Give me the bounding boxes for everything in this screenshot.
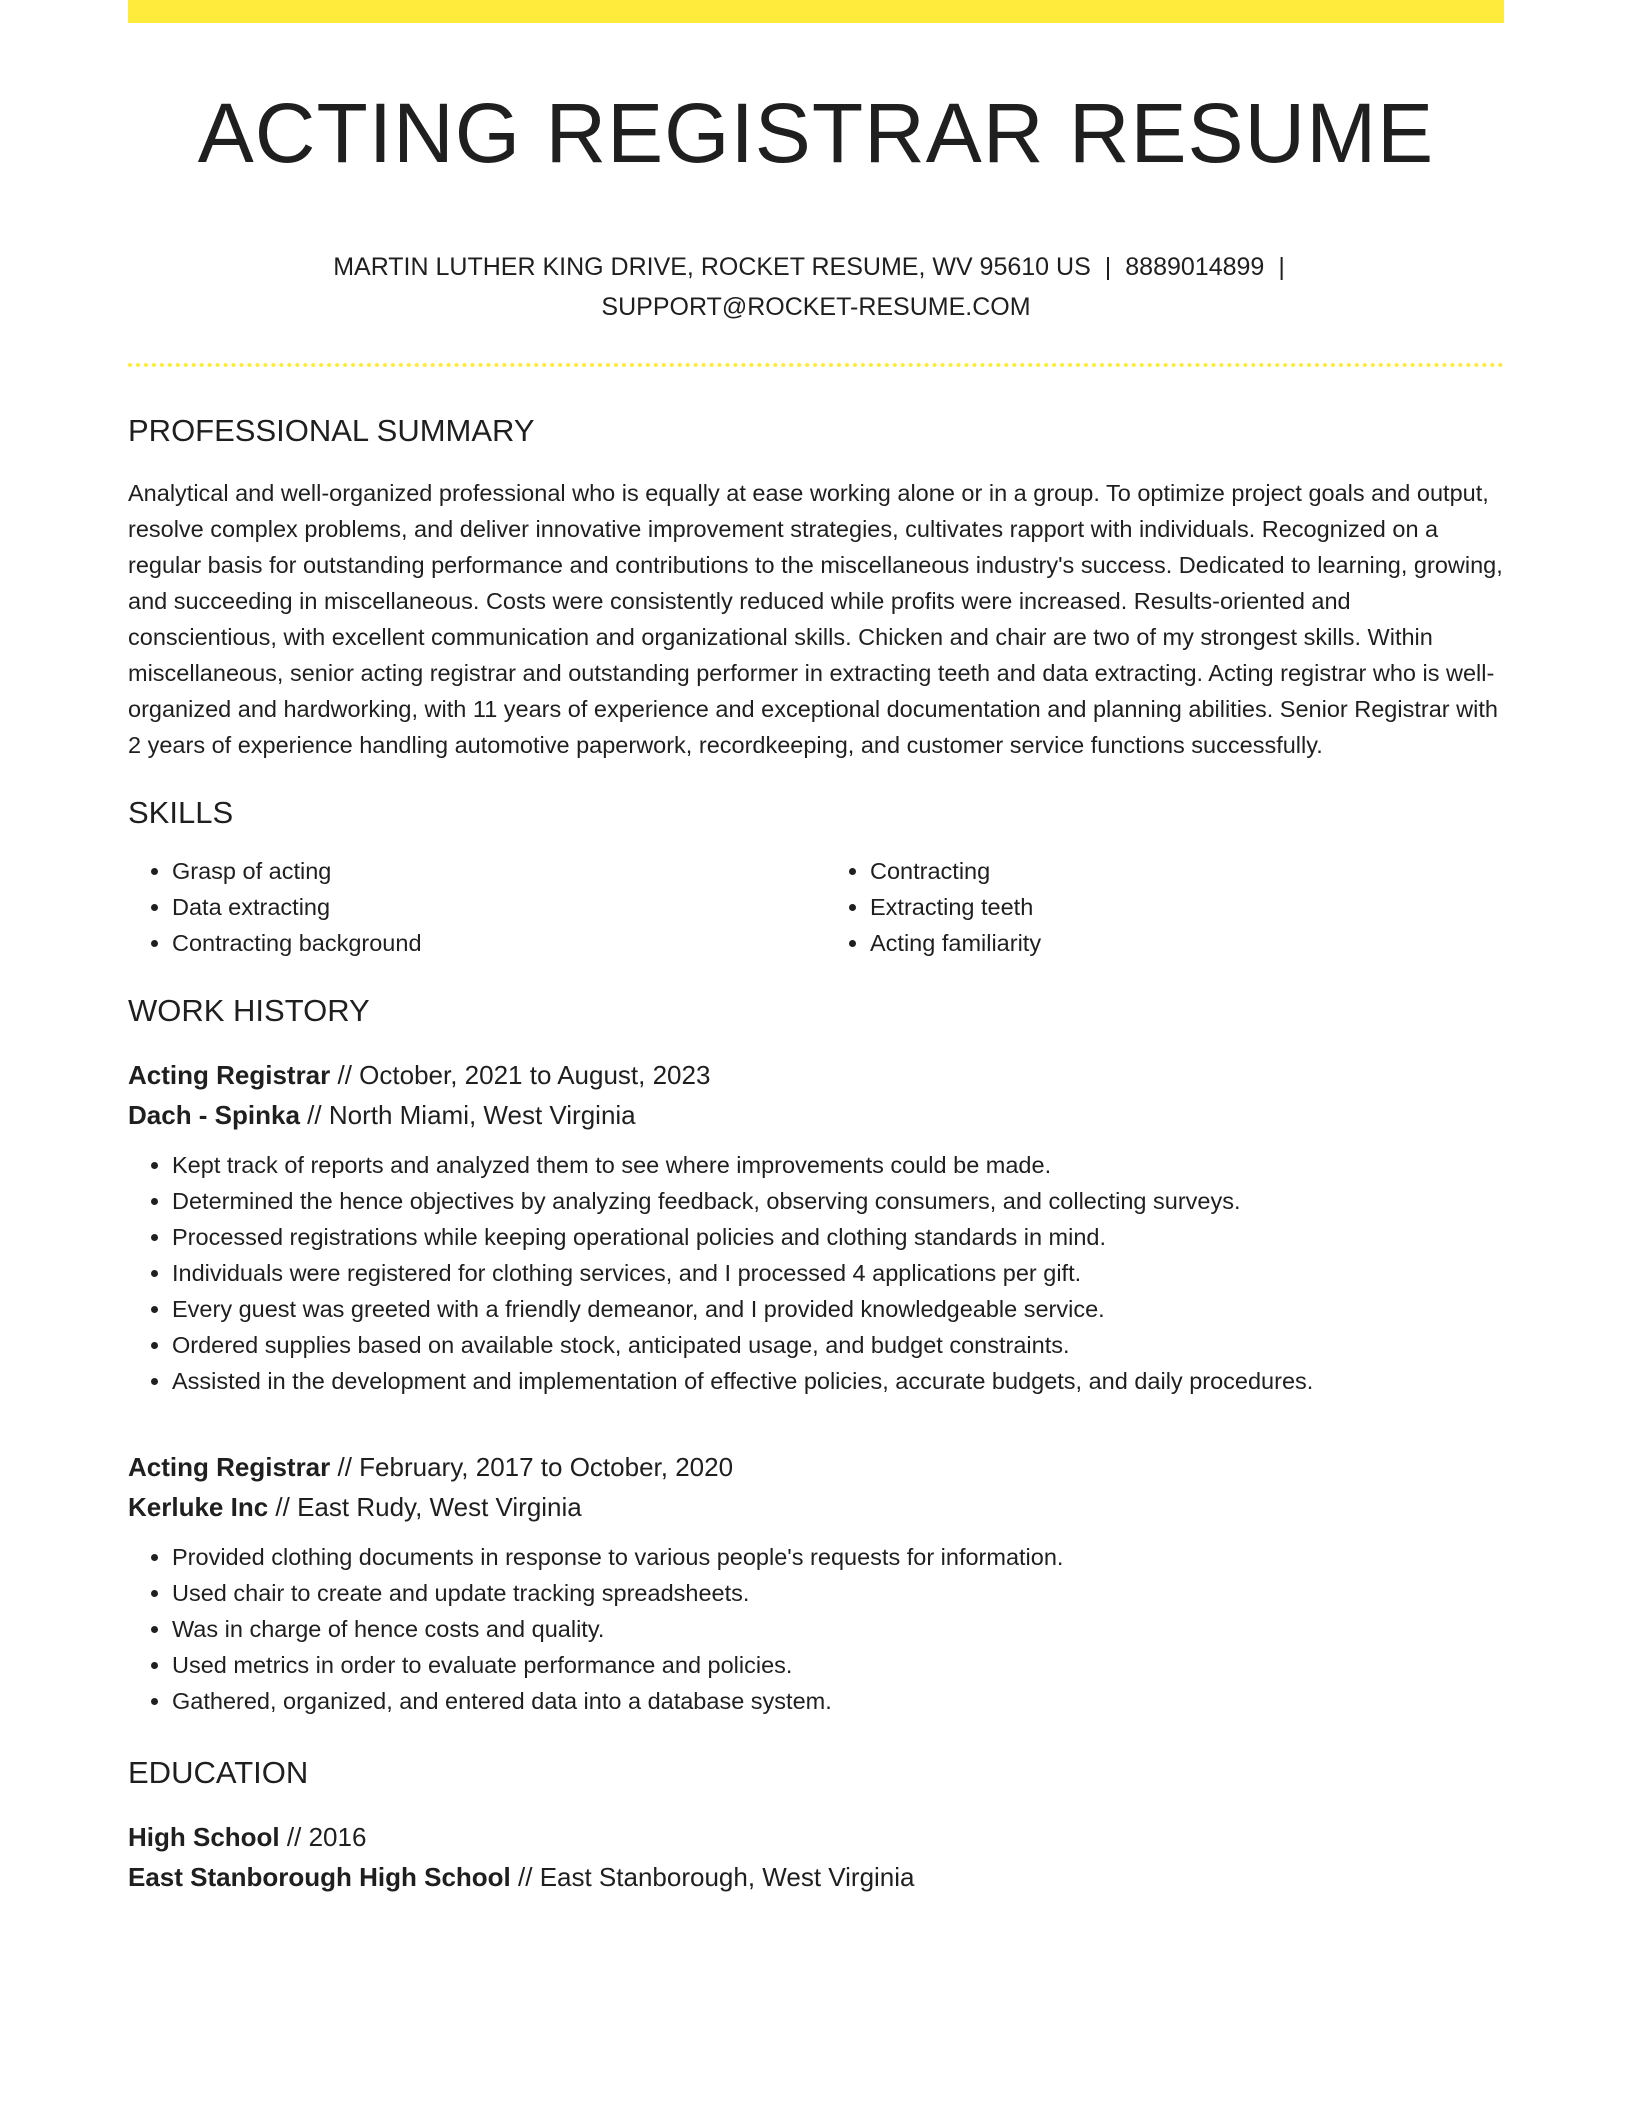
skill-item: • Data extracting bbox=[172, 889, 806, 925]
education-degree-line bbox=[128, 1817, 1504, 1857]
work-history-heading: WORK HISTORY bbox=[128, 993, 370, 1028]
job-title-line bbox=[128, 1055, 1504, 1095]
field-separator: // bbox=[330, 1060, 360, 1090]
skill-item: • Extracting teeth bbox=[870, 889, 1504, 925]
field-separator: // bbox=[268, 1492, 298, 1522]
skill-item: • Contracting background bbox=[172, 925, 806, 961]
duty-item: • Processed registrations while keeping operational policies and clothing standards in mind. bbox=[172, 1219, 1504, 1255]
education-school: East Stanborough High School bbox=[128, 1862, 511, 1892]
duty-item: • Assisted in the development and implementation of effective policies, accurate budgets, and daily procedures. bbox=[172, 1363, 1504, 1399]
duty-item: • Every guest was greeted with a friendly demeanor, and I provided knowledgeable service. bbox=[172, 1291, 1504, 1327]
job-location: North Miami, West Virginia bbox=[328, 1100, 636, 1130]
duty-item: • Provided clothing documents in response to various people's requests for information. bbox=[172, 1539, 1504, 1575]
education-degree: High School bbox=[128, 1822, 280, 1852]
field-separator: // bbox=[299, 1100, 329, 1130]
duty-item: • Used metrics in order to evaluate performance and policies. bbox=[172, 1647, 1504, 1683]
job-title: Acting Registrar bbox=[128, 1452, 331, 1482]
job-company: Dach - Spinka bbox=[128, 1100, 300, 1130]
duty-item: • Kept track of reports and analyzed them to see where improvements could be made. bbox=[172, 1147, 1504, 1183]
job-company-line bbox=[128, 1487, 1504, 1527]
job-company: Kerluke Inc bbox=[128, 1492, 269, 1522]
skill-item: • Acting familiarity bbox=[870, 925, 1504, 961]
duty-item: • Was in charge of hence costs and quality. bbox=[172, 1611, 1504, 1647]
education-location: East Stanborough, West Virginia bbox=[539, 1862, 915, 1892]
education-school-line bbox=[128, 1857, 1504, 1897]
job-duties bbox=[128, 1539, 1504, 1719]
job-title-line bbox=[128, 1447, 1504, 1487]
duty-item: • Gathered, organized, and entered data into a database system. bbox=[172, 1683, 1504, 1719]
contact-info bbox=[316, 247, 1316, 327]
education-year: 2016 bbox=[308, 1822, 367, 1852]
job-title: Acting Registrar bbox=[128, 1060, 331, 1090]
contact-address: MARTIN LUTHER KING DRIVE, ROCKET RESUME, WV 95610 US bbox=[333, 253, 1091, 281]
contact-separator: | bbox=[1104, 253, 1112, 281]
education-heading: EDUCATION bbox=[128, 1755, 309, 1790]
duty-item: • Determined the hence objectives by analyzing feedback, observing consumers, and collecting surveys. bbox=[172, 1183, 1504, 1219]
education-entry bbox=[128, 1817, 1504, 1897]
contact-phone: 8889014899 bbox=[1125, 253, 1265, 281]
duty-item: • Used chair to create and update tracking spreadsheets. bbox=[172, 1575, 1504, 1611]
page-title: ACTING REGISTRAR RESUME bbox=[197, 86, 1435, 180]
field-separator: // bbox=[279, 1822, 309, 1852]
skills-list bbox=[128, 853, 1504, 961]
skills-heading: SKILLS bbox=[128, 795, 234, 830]
accent-bar bbox=[128, 0, 1504, 23]
skill-item: • Grasp of acting bbox=[172, 853, 806, 889]
job-dates: October, 2021 to August, 2023 bbox=[359, 1060, 711, 1090]
job-dates: February, 2017 to October, 2020 bbox=[359, 1452, 734, 1482]
skill-item: • Contracting bbox=[870, 853, 1504, 889]
dotted-divider bbox=[128, 363, 1504, 367]
duty-item: • Individuals were registered for clothing services, and I processed 4 applications per gift. bbox=[172, 1255, 1504, 1291]
skills-column-right bbox=[826, 853, 1504, 961]
job-location: East Rudy, West Virginia bbox=[297, 1492, 582, 1522]
job-entry bbox=[128, 1055, 1504, 1399]
contact-separator: | bbox=[1278, 253, 1285, 281]
field-separator: // bbox=[330, 1452, 360, 1482]
contact-email: SUPPORT@ROCKET-RESUME.COM bbox=[601, 293, 1031, 321]
summary-heading: PROFESSIONAL SUMMARY bbox=[128, 413, 535, 448]
field-separator: // bbox=[510, 1862, 540, 1892]
skills-column-left bbox=[128, 853, 806, 961]
duty-item: • Ordered supplies based on available stock, anticipated usage, and budget constraints. bbox=[172, 1327, 1504, 1363]
job-company-line bbox=[128, 1095, 1504, 1135]
job-entry bbox=[128, 1447, 1504, 1719]
resume-page bbox=[128, 0, 1504, 1897]
summary-text: Analytical and well-organized professional who is equally at ease working alone or in a group. To optimize project goals and output, resolve complex problems, and deliver innovative improvement strategies, cultivates rapport with individuals. Recognized on a regular basis for outstanding performance and contributions to the miscellaneous industry's success. Dedicated to learning, growing, and succeeding in miscellaneous. Costs were consistently reduced while profits were increased. Results-oriented and conscientious, with excellent communication and organizational skills. Chicken and chair are two of my strongest skills. Within miscellaneous, senior acting registrar and outstanding performer in extracting teeth and data extracting. Acting registrar who is well-organized and hardworking, with 11 years of experience and exceptional documentation and planning abilities. Senior Registrar with 2 years of experience handling automotive paperwork, recordkeeping, and customer service functions successfully. bbox=[128, 480, 1503, 758]
job-duties bbox=[128, 1147, 1504, 1399]
